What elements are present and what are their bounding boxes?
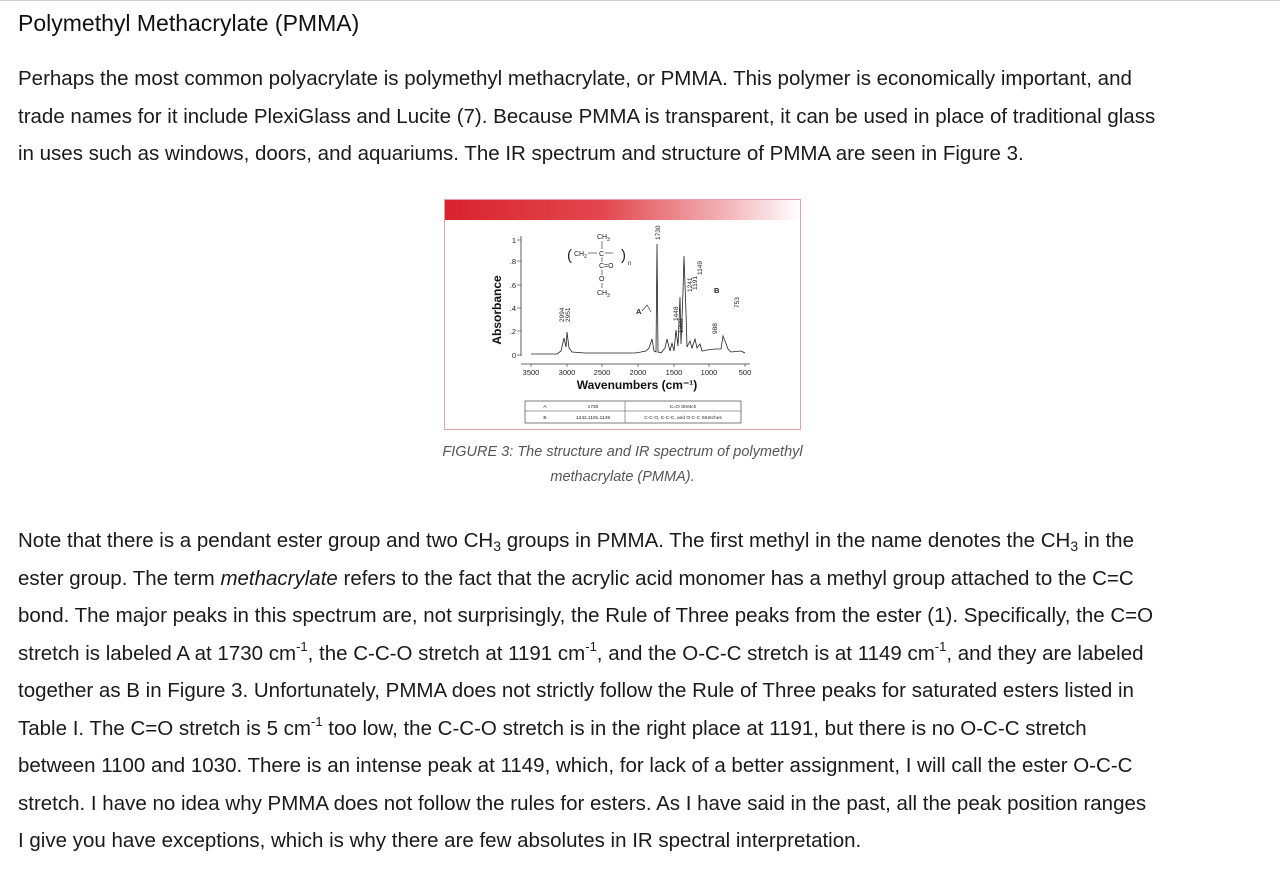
y-tick-label: .2 <box>509 327 516 336</box>
y-tick-label: .6 <box>509 281 516 290</box>
structure-ch3-top: CH <box>597 234 608 241</box>
peak-label: 1241 <box>687 277 694 292</box>
text-run: in the <box>1078 529 1134 552</box>
peak-label: 753 <box>734 297 741 308</box>
table-cell: 1730 <box>587 405 599 410</box>
figure-caption <box>440 440 805 490</box>
text-run: refers to the fact that the acrylic acid monomer has a methyl group attached to the C=C <box>337 566 1134 590</box>
intro-paragraph <box>18 60 1253 173</box>
top-divider <box>0 0 1280 1</box>
intro-line: in uses such as windows, doors, and aquariums. The IR spectrum and structure of PMMA are seen in Figure 3. <box>18 142 1024 165</box>
text-run: ester group. The term <box>18 566 221 590</box>
table-cell: C=O Stretch <box>669 405 697 410</box>
structure-ch3-bottom: CH <box>597 290 608 297</box>
text-run: , and the O-C-C stretch is at 1149 cm <box>596 641 935 665</box>
superscript: -1 <box>934 638 947 654</box>
table-cell: 1242,1191,1149 <box>576 416 610 421</box>
text-run: between 1100 and 1030. There is an intense peak at 1149, which, for lack of a better assignment, I will call the ester O-C-C <box>18 754 1133 777</box>
emphasis-term: methacrylate <box>220 566 338 590</box>
peak-label: 1730 <box>655 225 662 240</box>
x-tick-label: 1500 <box>665 368 683 377</box>
text-run: Table I. The C=O stretch is 5 cm <box>18 716 311 740</box>
peak-label: 1191 <box>692 276 699 290</box>
x-tick-label: 500 <box>738 368 752 377</box>
y-axis-label: Absorbance <box>490 275 504 345</box>
structure-co: C=O <box>599 263 614 270</box>
superscript: -1 <box>585 638 597 654</box>
x-tick-label: 1000 <box>700 368 718 377</box>
y-tick-label: 0 <box>511 351 516 360</box>
text-run: bond. The major peaks in this spectrum are, not surprisingly, the Rule of Three peaks from the ester (1). Specifically, the C=O <box>18 604 1154 627</box>
caption-line: methacrylate (PMMA). <box>550 469 695 485</box>
y-tick-label: 1 <box>511 236 516 245</box>
subscript: 3 <box>1070 538 1079 554</box>
structure-ch2: CH <box>574 251 585 258</box>
structure-ch2-sub: 2 <box>584 254 587 260</box>
structure-open-paren: ( <box>567 247 572 264</box>
text-run: , the C-C-O stretch at 1191 cm <box>307 641 586 665</box>
y-tick-label: .4 <box>509 304 516 313</box>
peak-label: 1388 <box>678 318 685 333</box>
intro-line: trade names for it include PlexiGlass and Lucite (7). Because PMMA is transparent, it can be used in place of traditional glass <box>18 104 1156 128</box>
x-axis-label: Wavenumbers (cm⁻¹) <box>576 378 698 392</box>
x-tick-label: 3000 <box>558 368 576 377</box>
structure-close-paren: ) <box>621 247 626 264</box>
structure-ch3-bottom-sub: 3 <box>607 293 610 299</box>
peak-label: 2994 <box>559 307 566 322</box>
ir-spectrum-figure <box>445 220 800 430</box>
text-run: groups in PMMA. The first methyl in the name denotes the CH <box>501 529 1071 552</box>
text-run: , and they are labeled <box>946 641 1144 665</box>
discussion-paragraph <box>18 522 1253 860</box>
table-cell: B <box>543 416 547 421</box>
assignment-table <box>525 401 741 423</box>
text-run: stretch is labeled A at 1730 cm <box>18 641 297 665</box>
page-title: Polymethyl Methacrylate (PMMA) <box>18 10 360 36</box>
peak-letter-a: A <box>636 307 642 316</box>
peak-label: 988 <box>712 323 719 334</box>
x-tick-label: 2000 <box>629 368 647 377</box>
figure-3-panel <box>444 199 801 430</box>
subscript: 3 <box>493 538 502 554</box>
text-run: stretch. I have no idea why PMMA does not follow the rules for esters. As I have said in the past, all the peak position ranges <box>18 791 1147 815</box>
x-tick-label: 2500 <box>593 368 611 377</box>
peak-letter-b: B <box>714 286 720 295</box>
caption-line: FIGURE 3: The structure and IR spectrum of polymethyl <box>442 444 803 460</box>
structure-c: C <box>599 251 605 258</box>
x-tick-label: 3500 <box>522 368 540 377</box>
text-run: too low, the C-C-O stretch is in the right place at 1191, but there is no O-C-C stretch <box>322 716 1087 740</box>
pmma-structure <box>567 234 631 299</box>
superscript: -1 <box>311 713 323 729</box>
peak-label: 2951 <box>565 307 572 322</box>
structure-ch3-top-sub: 3 <box>607 237 610 243</box>
figure-header-band <box>445 200 800 220</box>
peak-a-arrow <box>642 305 651 312</box>
superscript: -1 <box>296 638 308 654</box>
table-cell: A <box>543 405 547 410</box>
peak-label: 1149 <box>697 261 704 275</box>
spectrum-trace <box>531 244 745 354</box>
text-run: I give you have exceptions, which is why there are few absolutes in IR spectral interpretation. <box>18 829 862 852</box>
peak-label: 1448 <box>673 306 680 321</box>
table-cell: C-C-O, C-C-C, and O-C-C Stretches <box>644 416 722 421</box>
text-run: together as B in Figure 3. Unfortunately, PMMA does not strictly follow the Rule of Three peaks for saturated esters listed in <box>18 679 1134 702</box>
text-run: Note that there is a pendant ester group and two CH <box>18 529 494 552</box>
intro-line: Perhaps the most common polyacrylate is polymethyl methacrylate, or PMMA. This polymer is economically important, and <box>18 67 1132 90</box>
structure-n: n <box>628 261 632 267</box>
structure-o: O <box>599 276 605 283</box>
y-tick-label: .8 <box>509 257 516 266</box>
